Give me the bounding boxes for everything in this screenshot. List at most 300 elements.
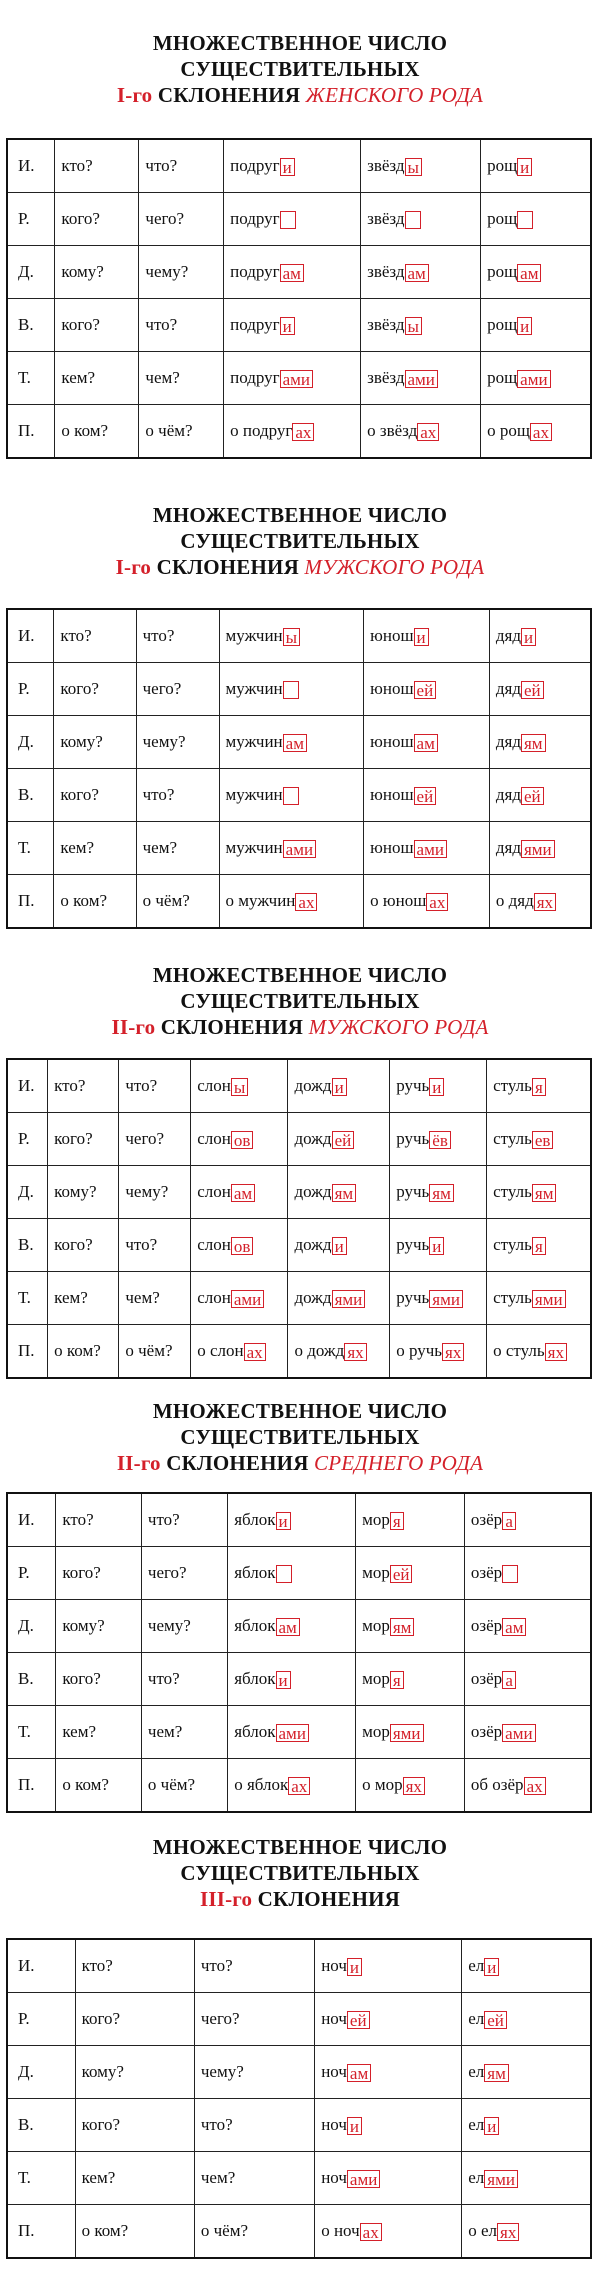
word-ending-box: а — [502, 1512, 516, 1530]
word-ending-box: ям — [484, 2064, 509, 2082]
word-ending-box: и — [484, 2117, 499, 2135]
declension-label: II-го — [111, 1015, 156, 1039]
word-stem: мужчин — [225, 784, 283, 804]
word-stem: о дожд — [294, 1340, 345, 1360]
word-stem: ноч — [321, 2008, 347, 2028]
word-form — [462, 2152, 591, 2205]
heading-line1: МНОЖЕСТВЕННОЕ ЧИСЛО — [152, 1835, 448, 1859]
word-ending-box: ев — [532, 1131, 554, 1149]
question-animate: о ком? — [48, 1325, 119, 1379]
word-form — [361, 246, 481, 299]
question-animate: кого? — [48, 1113, 119, 1166]
question-inanimate: о чём? — [141, 1759, 227, 1813]
word-ending-box: ями — [521, 840, 555, 858]
table-row — [7, 1759, 591, 1813]
question-animate: кому? — [48, 1166, 119, 1219]
word-form — [288, 1325, 390, 1379]
section-2 — [0, 502, 600, 580]
question-animate: о ком? — [55, 405, 139, 459]
word-stem: мужчин — [225, 731, 283, 751]
word-stem: подруг — [230, 367, 280, 387]
table-row — [7, 663, 591, 716]
word-form — [364, 822, 490, 875]
question-animate: кого? — [54, 769, 136, 822]
word-stem: мужчин — [225, 837, 283, 857]
word-stem: озёр — [470, 1668, 503, 1688]
word-stem: яблок — [234, 1721, 276, 1741]
word-stem: ел — [468, 1955, 485, 1975]
word-stem: озёр — [470, 1509, 503, 1529]
word-form — [228, 1706, 356, 1759]
word-stem: юнош — [370, 731, 414, 751]
word-form — [390, 1272, 487, 1325]
question-inanimate: чем? — [194, 2152, 314, 2205]
word-stem: звёзд — [367, 208, 405, 228]
word-stem: слон — [197, 1128, 231, 1148]
question-inanimate: что? — [194, 2099, 314, 2152]
word-ending-box: ам — [405, 264, 429, 282]
word-form — [481, 193, 591, 246]
word-ending-box: и — [332, 1078, 347, 1096]
heading-line1: МНОЖЕСТВЕННОЕ ЧИСЛО — [152, 963, 448, 987]
declension-label: II-го — [116, 1451, 161, 1475]
case-abbrev: Д. — [7, 246, 55, 299]
word-stem: стуль — [493, 1181, 532, 1201]
word-form — [361, 352, 481, 405]
section-heading — [0, 962, 600, 1040]
word-stem: ноч — [321, 2061, 347, 2081]
word-stem: звёзд — [367, 155, 405, 175]
case-abbrev: Т. — [7, 822, 54, 875]
word-stem: подруг — [230, 314, 280, 334]
question-inanimate: о чём? — [194, 2205, 314, 2259]
heading-line2: СУЩЕСТВИТЕЛЬНЫХ — [180, 529, 420, 553]
word-ending-box: ях — [403, 1777, 425, 1795]
word-stem: ручь — [396, 1287, 430, 1307]
word-ending-box: ам — [414, 734, 438, 752]
word-stem: мор — [362, 1509, 390, 1529]
gender-label: МУЖСКОГО РОДА — [304, 555, 485, 579]
word-ending-box — [280, 211, 296, 229]
word-form — [464, 1547, 591, 1600]
case-abbrev: Р. — [7, 1993, 75, 2046]
table-row — [7, 1113, 591, 1166]
case-abbrev: И. — [7, 1493, 56, 1547]
question-animate: кем? — [56, 1706, 142, 1759]
word-stem: рощ — [487, 155, 518, 175]
question-animate: кем? — [75, 2152, 194, 2205]
question-animate: кому? — [55, 246, 139, 299]
word-form — [288, 1219, 390, 1272]
question-inanimate: что? — [136, 769, 219, 822]
word-form — [364, 875, 490, 929]
word-stem: юнош — [370, 625, 414, 645]
case-abbrev: И. — [7, 1059, 48, 1113]
word-stem: юнош — [370, 837, 414, 857]
word-stem: о ел — [468, 2220, 498, 2240]
question-inanimate: чего? — [136, 663, 219, 716]
word-form — [462, 2046, 591, 2099]
word-stem: ручь — [396, 1234, 430, 1254]
word-form — [228, 1547, 356, 1600]
question-inanimate: чему? — [119, 1166, 191, 1219]
word-ending-box: и — [429, 1078, 444, 1096]
word-form — [464, 1706, 591, 1759]
word-ending-box: ям — [390, 1618, 415, 1636]
case-abbrev: Т. — [7, 2152, 75, 2205]
word-ending-box: ей — [390, 1565, 413, 1583]
word-ending-box: ами — [347, 2170, 380, 2188]
word-form — [481, 352, 591, 405]
word-ending-box: ей — [414, 681, 437, 699]
table-row — [7, 1059, 591, 1113]
question-inanimate: чем? — [141, 1706, 227, 1759]
declension-label: I-го — [116, 83, 153, 107]
word-ending-box: ях — [545, 1343, 567, 1361]
word-form — [462, 1939, 591, 1993]
word-stem: ручь — [396, 1075, 430, 1095]
table-row — [7, 1166, 591, 1219]
heading-line1: МНОЖЕСТВЕННОЕ ЧИСЛО — [152, 1399, 448, 1423]
word-ending-box: ах — [426, 893, 448, 911]
word-form — [487, 1059, 591, 1113]
table-row — [7, 1547, 591, 1600]
declension-table-3 — [6, 1058, 592, 1379]
word-stem: мор — [362, 1668, 390, 1688]
word-ending-box — [276, 1565, 292, 1583]
question-inanimate: о чём? — [136, 875, 219, 929]
word-form — [464, 1759, 591, 1813]
declension-table-4 — [6, 1492, 592, 1813]
case-abbrev: Т. — [7, 1706, 56, 1759]
word-stem: о ручь — [396, 1340, 443, 1360]
word-ending-box: и — [517, 158, 532, 176]
case-abbrev: В. — [7, 1219, 48, 1272]
word-ending-box: я — [532, 1078, 546, 1096]
heading-line3 — [0, 82, 600, 108]
word-ending-box — [405, 211, 421, 229]
word-ending-box: ам — [283, 734, 307, 752]
table-row — [7, 1653, 591, 1706]
gender-label: ЖЕНСКОГО РОДА — [305, 83, 484, 107]
table-row — [7, 2046, 591, 2099]
word-form — [224, 352, 361, 405]
question-animate: кого? — [56, 1547, 142, 1600]
word-ending-box: ах — [292, 423, 314, 441]
declension-label: I-го — [115, 555, 152, 579]
word-form — [224, 193, 361, 246]
section-1 — [0, 30, 600, 108]
word-form — [356, 1600, 465, 1653]
word-ending-box: ов — [231, 1131, 254, 1149]
word-ending-box: ам — [276, 1618, 300, 1636]
word-form — [356, 1759, 465, 1813]
word-ending-box: ями — [532, 1290, 566, 1308]
word-ending-box: ях — [344, 1343, 366, 1361]
word-stem: стуль — [493, 1234, 532, 1254]
word-ending-box: и — [276, 1671, 291, 1689]
question-inanimate: что? — [119, 1219, 191, 1272]
word-ending-box: ям — [532, 1184, 557, 1202]
word-ending-box: ям — [521, 734, 546, 752]
word-form — [487, 1272, 591, 1325]
word-form — [364, 609, 490, 663]
word-form — [462, 1993, 591, 2046]
question-inanimate: чего? — [119, 1113, 191, 1166]
word-form — [487, 1113, 591, 1166]
question-inanimate: чему? — [139, 246, 224, 299]
case-abbrev: В. — [7, 769, 54, 822]
section-3 — [0, 962, 600, 1040]
declension-word: СКЛОНЕНИЯ — [160, 1015, 304, 1039]
word-ending-box: я — [390, 1512, 404, 1530]
word-stem: стуль — [493, 1075, 532, 1095]
word-ending-box: и — [429, 1237, 444, 1255]
question-animate: кому? — [56, 1600, 142, 1653]
word-ending-box: ами — [405, 370, 438, 388]
word-ending-box: ей — [521, 681, 544, 699]
word-form — [219, 822, 364, 875]
word-ending-box: ам — [517, 264, 541, 282]
word-stem: слон — [197, 1234, 231, 1254]
case-abbrev: Р. — [7, 1113, 48, 1166]
word-ending-box: ы — [231, 1078, 248, 1096]
word-stem: стуль — [493, 1128, 532, 1148]
word-form — [191, 1219, 288, 1272]
word-stem: ел — [468, 2167, 485, 2187]
declension-word: СКЛОНЕНИЯ — [166, 1451, 309, 1475]
case-abbrev: В. — [7, 299, 55, 352]
word-ending-box: ами — [502, 1724, 535, 1742]
word-form — [219, 716, 364, 769]
word-stem: дяд — [495, 678, 521, 698]
word-form — [315, 2099, 462, 2152]
table-row — [7, 299, 591, 352]
question-animate: кто? — [56, 1493, 142, 1547]
word-ending-box: ах — [360, 2223, 382, 2241]
word-stem: юнош — [370, 678, 414, 698]
word-form — [487, 1219, 591, 1272]
question-animate: кто? — [54, 609, 136, 663]
word-ending-box: ами — [231, 1290, 264, 1308]
word-stem: о ноч — [321, 2220, 360, 2240]
word-stem: о мор — [362, 1774, 403, 1794]
table-row — [7, 405, 591, 459]
question-animate: кого? — [55, 193, 139, 246]
word-ending-box: ам — [280, 264, 304, 282]
word-form — [464, 1600, 591, 1653]
case-abbrev: Т. — [7, 1272, 48, 1325]
word-form — [228, 1493, 356, 1547]
word-form — [489, 609, 591, 663]
word-form — [224, 299, 361, 352]
question-inanimate: чем? — [136, 822, 219, 875]
word-ending-box: ях — [442, 1343, 464, 1361]
word-form — [219, 769, 364, 822]
word-ending-box: ями — [390, 1724, 424, 1742]
table-row — [7, 352, 591, 405]
word-ending-box: и — [484, 1958, 499, 1976]
word-ending-box: ах — [288, 1777, 310, 1795]
heading-line3 — [0, 1886, 600, 1912]
word-ending-box: я — [390, 1671, 404, 1689]
word-stem: подруг — [230, 155, 280, 175]
word-stem: слон — [197, 1287, 231, 1307]
word-stem: дожд — [294, 1234, 332, 1254]
question-animate: о ком? — [75, 2205, 194, 2259]
word-form — [224, 405, 361, 459]
word-stem: слон — [197, 1075, 231, 1095]
case-abbrev: В. — [7, 1653, 56, 1706]
word-ending-box: я — [532, 1237, 546, 1255]
word-form — [191, 1272, 288, 1325]
word-ending-box: ы — [405, 158, 422, 176]
word-form — [224, 246, 361, 299]
table-row — [7, 2152, 591, 2205]
word-form — [361, 193, 481, 246]
word-stem: ел — [468, 2008, 485, 2028]
section-heading — [0, 502, 600, 580]
declension-table-5 — [6, 1938, 592, 2259]
word-form — [191, 1166, 288, 1219]
word-form — [219, 663, 364, 716]
case-abbrev: Д. — [7, 1600, 56, 1653]
question-animate: о ком? — [54, 875, 136, 929]
table-row — [7, 2205, 591, 2259]
word-stem: о стуль — [493, 1340, 545, 1360]
word-stem: о яблок — [234, 1774, 289, 1794]
word-form — [356, 1706, 465, 1759]
table-row — [7, 1993, 591, 2046]
table-row — [7, 139, 591, 193]
word-form — [361, 299, 481, 352]
question-inanimate: чем? — [139, 352, 224, 405]
word-form — [364, 716, 490, 769]
word-stem: о юнош — [370, 890, 427, 910]
word-ending-box: и — [347, 2117, 362, 2135]
word-ending-box: ах — [530, 423, 552, 441]
word-ending-box — [283, 681, 299, 699]
case-abbrev: Т. — [7, 352, 55, 405]
table-row — [7, 1219, 591, 1272]
word-stem: мор — [362, 1721, 390, 1741]
word-ending-box: ам — [347, 2064, 371, 2082]
word-ending-box — [517, 211, 533, 229]
word-ending-box: ов — [231, 1237, 254, 1255]
word-stem: дожд — [294, 1287, 332, 1307]
word-form — [191, 1059, 288, 1113]
table-row — [7, 716, 591, 769]
word-form — [315, 1939, 462, 1993]
word-form — [489, 716, 591, 769]
word-ending-box: ах — [417, 423, 439, 441]
heading-line3 — [0, 1450, 600, 1476]
word-form — [361, 139, 481, 193]
word-ending-box: и — [414, 628, 429, 646]
word-ending-box: и — [517, 317, 532, 335]
word-form — [315, 2046, 462, 2099]
question-animate: кем? — [48, 1272, 119, 1325]
heading-line3 — [0, 554, 600, 580]
question-inanimate: чему? — [141, 1600, 227, 1653]
heading-line2: СУЩЕСТВИТЕЛЬНЫХ — [180, 1425, 420, 1449]
word-ending-box: ёв — [429, 1131, 451, 1149]
declension-word: СКЛОНЕНИЯ — [257, 1887, 401, 1911]
word-ending-box: а — [502, 1671, 516, 1689]
declension-label: III-го — [199, 1887, 253, 1911]
word-form — [489, 769, 591, 822]
word-stem: ел — [468, 2114, 485, 2134]
word-stem: ел — [468, 2061, 485, 2081]
case-abbrev: П. — [7, 1325, 48, 1379]
word-form — [481, 139, 591, 193]
declension-word: СКЛОНЕНИЯ — [156, 555, 299, 579]
word-stem: мужчин — [225, 625, 283, 645]
case-abbrev: Д. — [7, 2046, 75, 2099]
word-stem: мор — [362, 1562, 390, 1582]
word-form — [390, 1059, 487, 1113]
gender-label: СРЕДНЕГО РОДА — [314, 1451, 484, 1475]
heading-line3 — [0, 1014, 600, 1040]
gender-label: МУЖСКОГО РОДА — [308, 1015, 489, 1039]
question-inanimate: что? — [194, 1939, 314, 1993]
table-row — [7, 875, 591, 929]
question-animate: кого? — [56, 1653, 142, 1706]
word-form — [288, 1059, 390, 1113]
table-row — [7, 2099, 591, 2152]
heading-line2: СУЩЕСТВИТЕЛЬНЫХ — [180, 1861, 420, 1885]
table-row — [7, 769, 591, 822]
word-form — [288, 1272, 390, 1325]
word-form — [356, 1493, 465, 1547]
word-ending-box: ам — [231, 1184, 255, 1202]
question-inanimate: чего? — [194, 1993, 314, 2046]
word-ending-box: ям — [429, 1184, 454, 1202]
table-row — [7, 609, 591, 663]
word-form — [361, 405, 481, 459]
word-ending-box: ах — [524, 1777, 546, 1795]
word-stem: звёзд — [367, 367, 405, 387]
word-form — [356, 1653, 465, 1706]
table-row — [7, 1493, 591, 1547]
question-inanimate: о чём? — [119, 1325, 191, 1379]
table-row — [7, 1600, 591, 1653]
word-stem: дяд — [495, 731, 521, 751]
word-ending-box: ей — [484, 2011, 507, 2029]
word-ending-box: ы — [283, 628, 300, 646]
word-form — [390, 1325, 487, 1379]
word-form — [191, 1113, 288, 1166]
table-row — [7, 1325, 591, 1379]
case-abbrev: И. — [7, 1939, 75, 1993]
declension-word: СКЛОНЕНИЯ — [157, 83, 301, 107]
word-ending-box: ями — [484, 2170, 518, 2188]
word-stem: о рощ — [487, 420, 530, 440]
word-ending-box — [502, 1565, 518, 1583]
section-4 — [0, 1398, 600, 1476]
word-form — [487, 1325, 591, 1379]
word-stem: дяд — [495, 784, 521, 804]
question-animate: кого? — [54, 663, 136, 716]
section-heading — [0, 1834, 600, 1912]
question-inanimate: что? — [141, 1653, 227, 1706]
word-stem: дожд — [294, 1075, 332, 1095]
word-stem: мор — [362, 1615, 390, 1635]
word-form — [464, 1493, 591, 1547]
question-inanimate: чего? — [141, 1547, 227, 1600]
question-inanimate: чего? — [139, 193, 224, 246]
word-ending-box: и — [347, 1958, 362, 1976]
